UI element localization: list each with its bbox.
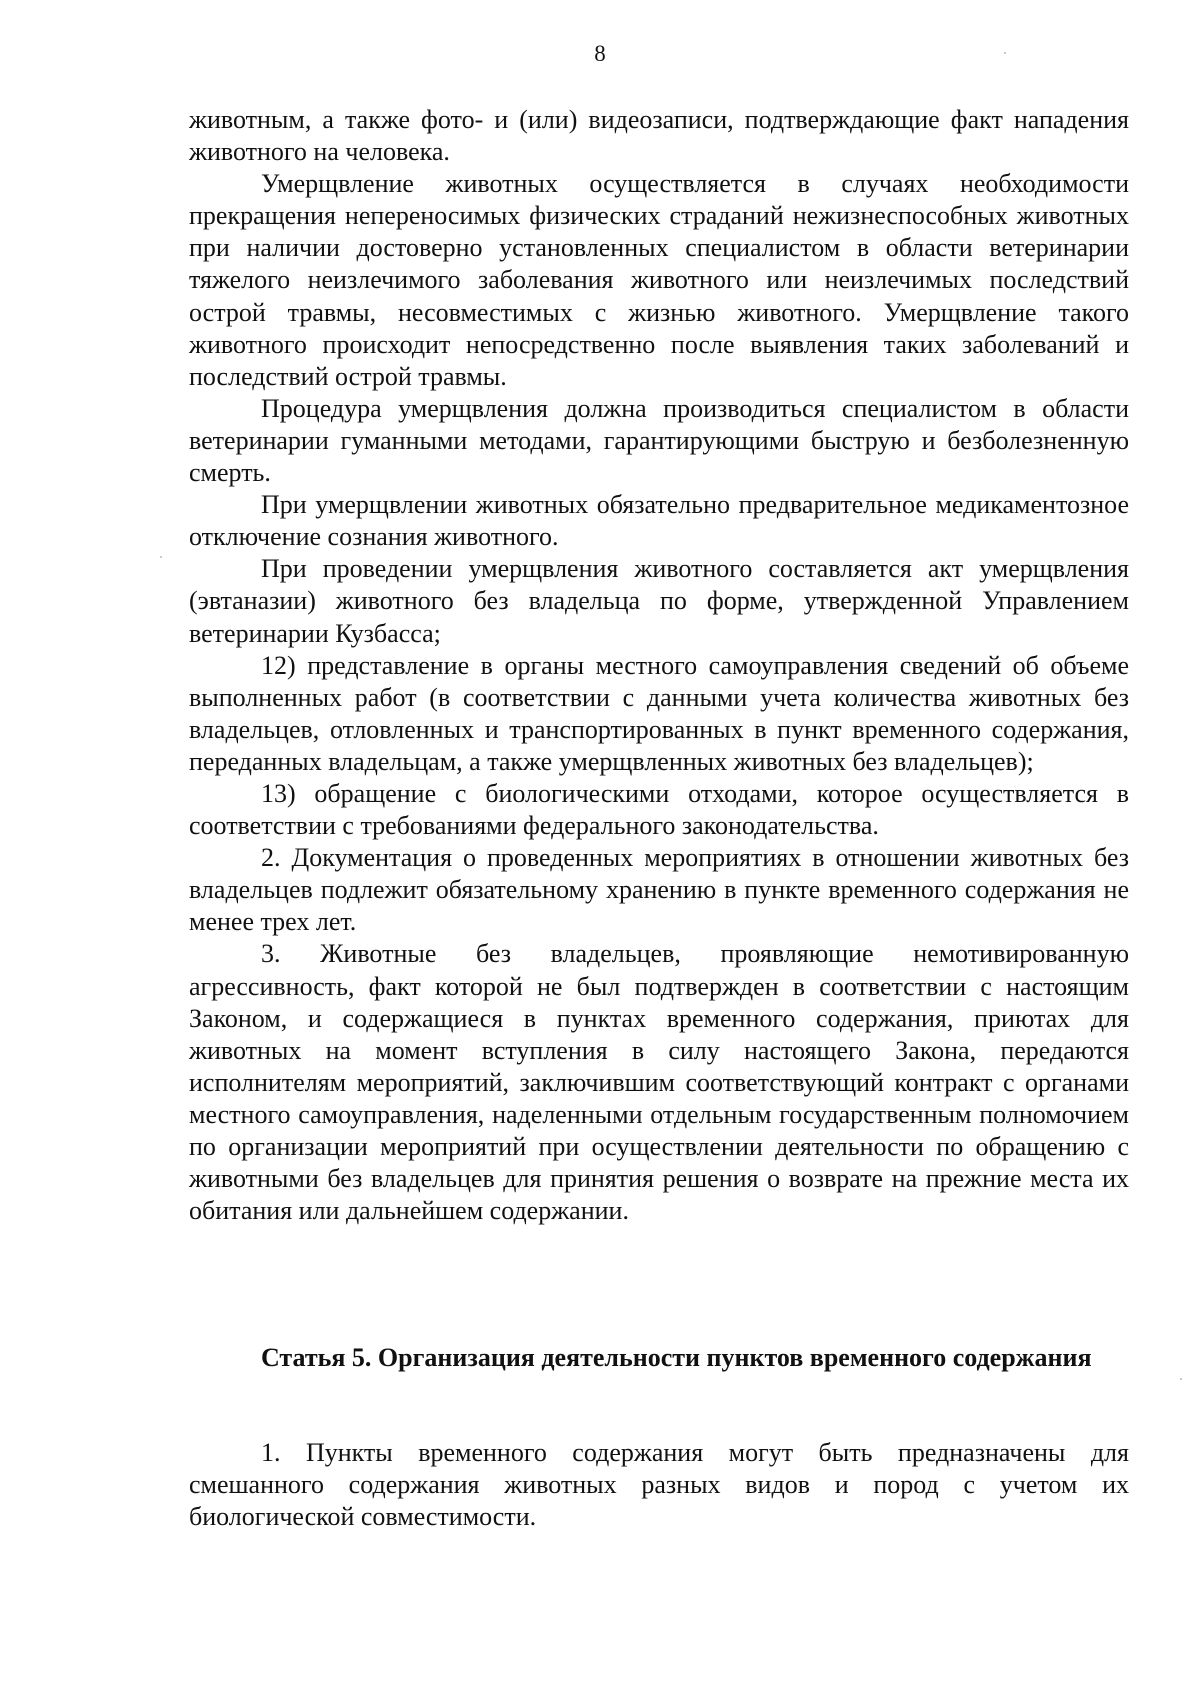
page-number: 8 xyxy=(594,41,606,66)
paragraph-item-12: 12) представление в органы местного самоуправления сведений об объеме выполненных работ (в соответствии с данными учета количества животных без владельцев, отловленных и транспортированных в пункт временного содержания, переданных владельцам, а также умерщвленных животных без владельцев); xyxy=(189,650,1129,776)
article-paragraph-1: 1. Пункты временного содержания могут быть предназначены для смешанного содержания животных разных видов и пород с учетом их биологической совместимости. xyxy=(189,1438,1129,1531)
article-heading: Статья 5. Организация деятельности пунктов временного содержания xyxy=(261,1343,1092,1372)
scan-speck xyxy=(1180,1378,1182,1380)
paragraph-euthanasia-act: При проведении умерщвления животного составляется акт умерщвления (эвтаназии) животного без владельца по форме, утвержденной Управлением ветеринарии Кузбасса; xyxy=(189,554,1129,648)
body-text xyxy=(189,104,1129,1227)
scan-speck xyxy=(1004,52,1006,54)
paragraph-clause-3: 3. Животные без владельцев, проявляющие немотивированную агрессивность, факт которой не был подтвержден в соответствии с настоящим Законом, и содержащиеся в пунктах временного содержания, приютах для животных на момент вступления в силу настоящего Закона, передаются исполнителям мероприятий, заключившим соответствующий контракт с органами местного самоуправления, наделенными отдельным государственным полномочием по организации мероприятий при осуществлении деятельности по обращению с животными без владельцев для принятия решения о возврате на прежние места их обитания или дальнейшем содержании. xyxy=(189,939,1129,1226)
paragraph-euthanasia-cases: Умерщвление животных осуществляется в случаях необходимости прекращения непереносимых физических страданий нежизнеспособных животных при наличии достоверно установленных специалистом в области ветеринарии тяжелого неизлечимого заболевания животного или неизлечимых последствий острой травмы, несовместимых с жизнью животного. Умерщвление такого животного происходит непосредственно после выявления таких заболеваний и последствий острой травмы. xyxy=(189,169,1129,391)
scan-speck xyxy=(160,556,162,558)
paragraph-continuation: животным, а также фото- и (или) видеозаписи, подтверждающие факт нападения животного на человека. xyxy=(189,105,1129,167)
paragraph-item-13: 13) обращение с биологическими отходами, которое осуществляется в соответствии с требованиями федерального законодательства. xyxy=(189,778,1129,841)
paragraph-clause-2: 2. Документация о проведенных мероприятиях в отношении животных без владельцев подлежит обязательному хранению в пункте временного содержания не менее трех лет. xyxy=(189,843,1129,937)
paragraph-sedation: При умерщвлении животных обязательно предварительное медикаментозное отключение сознания животного. xyxy=(189,490,1129,552)
paragraph-euthanasia-procedure: Процедура умерщвления должна производиться специалистом в области ветеринарии гуманными методами, гарантирующими быструю и безболезненную смерть. xyxy=(189,393,1129,488)
